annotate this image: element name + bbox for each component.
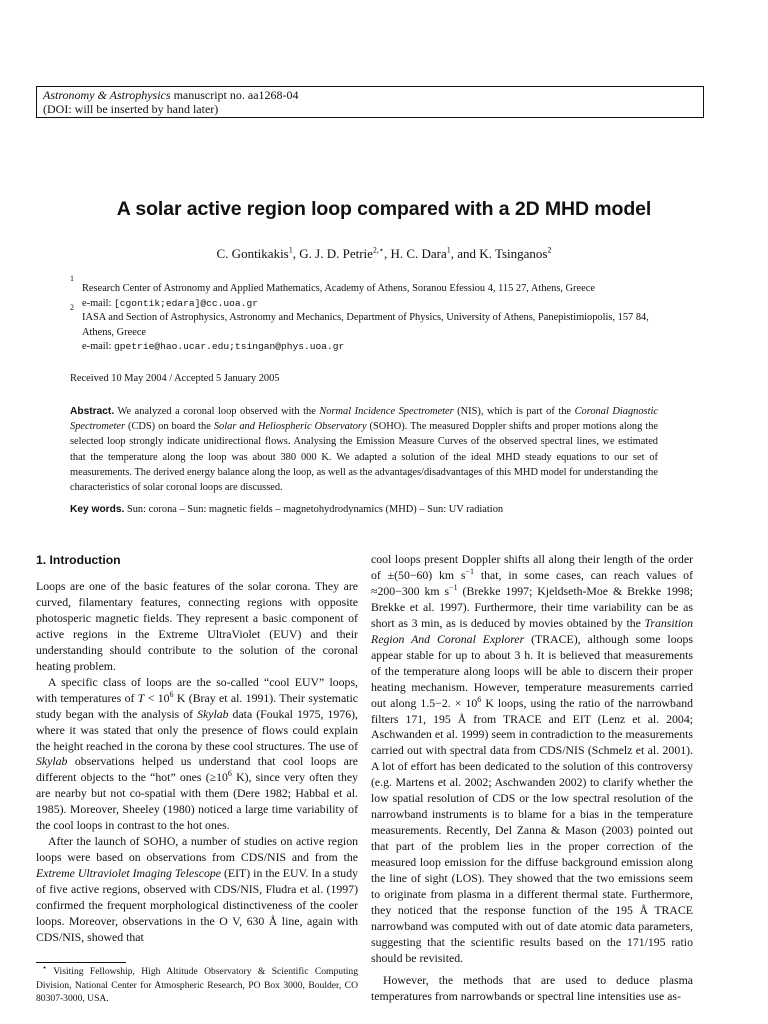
author-list <box>0 246 768 262</box>
email-address[interactable]: gpetrie@hao.ucar.edu;tsingan@phys.uoa.gr <box>114 341 345 353</box>
email-label: e-mail: <box>82 341 115 353</box>
footnote-mark: ⋆ <box>42 962 48 972</box>
journal-name: Astronomy & Astrophysics <box>43 88 171 102</box>
email-label: e-mail: <box>82 297 115 309</box>
abstract-italic: Normal Incidence Spectrometer <box>319 406 454 417</box>
keywords <box>70 504 658 515</box>
keywords-heading: Key words. <box>70 504 125 515</box>
abstract-heading: Abstract. <box>70 406 115 417</box>
manuscript-number: manuscript no. aa1268-04 <box>170 88 299 102</box>
paragraph: After the launch of SOHO, a number of studies on active region loops were based on observations from CDS/NIS and from the Extreme Ultraviolet Imaging Telescope (EIT) in the EUV. In a study of five active regions, observed with CDS/NIS, Fludra et al. (1997) confirmed the frequent morphological distinctiveness of the cooler loops. Moreover, observations in the O V, 630 Å line, again with CDS/NIS, showed that <box>36 834 358 944</box>
paragraph: A specific class of loops are the so-called “cool EUV” loops, with temperatures of $T < 10^6$ K (Bray et al. 1991). Their systematic study began with the analysis of Skylab data (Foukal 1975, 1976), where it was stated that only the presence of flows could explain the height reached in the corona by these cool structures. The use of Skylab observations helped us understand that cool loops are different objects to the “hot” ones ($\ge 10^6$ K), since very often they are nearby but not co-spatial with them (Dere 1982; Habbal et al. 1985). Moreover, Sheeley (1980) noticed a large time variability of the cool loops in contrast to the hot ones. <box>36 674 358 833</box>
abstract-italic: Coronal Diagnostic Spectrometer <box>70 406 658 433</box>
footnote-text: Visiting Fellowship, High Altitude Observatory & Scientific Computing Division, National Center for Atmospheric Research, PO Box 3000, Boulder, CO 80307-3000, USA. <box>36 966 358 1005</box>
paragraph: However, the methods that are used to deduce plasma temperatures from narrowbands or spectral line intensities use as- <box>371 972 693 1003</box>
footnote-rule <box>36 962 126 963</box>
left-column <box>36 552 358 946</box>
abstract <box>70 404 658 495</box>
author-name: , G. J. D. Petrie <box>292 246 373 261</box>
section-heading: 1. Introduction <box>36 553 121 567</box>
author-affil-mark: 2 <box>547 245 552 255</box>
abstract-text: We analyzed a coronal loop observed with the <box>114 406 320 417</box>
received-date: Received 10 May 2004 / Accepted 5 January 2005 <box>70 373 280 384</box>
paper-title: A solar active region loop compared with a 2D MHD model <box>116 198 652 220</box>
author-affil-mark: 2,⋆ <box>372 245 384 255</box>
author-name: , H. C. Dara <box>383 246 447 261</box>
author-affil-mark: 1 <box>446 245 451 255</box>
author-name: , and K. Tsinganos <box>450 246 548 261</box>
email-address[interactable]: [cgontik;edara]@cc.uoa.gr <box>114 297 258 309</box>
paragraph: Loops are one of the basic features of the solar corona. They are curved, filamentary features, connecting regions with opposite photosperic magnetic fields. They represent a basic component of active regions in the Extreme UltraViolet (EUV) and their understanding should contribute to the solution of the coronal heating problem. <box>36 579 358 673</box>
doi-line: (DOI: will be inserted by hand later) <box>43 102 219 116</box>
abstract-text: (SOHO). The measured Doppler shifts and proper motions along the selected loop strongly indicate unidirectional flows. Analysing the Emission Measure Curves of the observed spectral lines, we estimated that the temperature along the loop was about 380 000 K. We adapted a solution of the ideal MHD steady equations to our set of measurements. The derived energy balance along the loop, as well as the advantages/disadvantages of this MHD model for understanding the characteristics of solar coronal loops are discussed. <box>70 421 659 494</box>
paragraph: cool loops present Doppler shifts all along their length of the order of ±(50−60) km $s^{-1}$ that, in some cases, can reach values of ≈200−300 km $s^{-1}$ (Brekke 1997; Kjeldseth-Moe & Brekke 1998; Brekke et al. 1997). Furthermore, their time variability can be as short as 3 min, as is deduced by movies obtained by the Transition Region And Coronal Explorer (TRACE), although some loops appear stable for up to about 3 h. It is believed that measurements of the temperature along loops will be able to discern their proper heating mechanism. However, temperature measurements carried out along 1.5−2. × $10^6$ K loops, using the ratio of the narrowband filters 171, 195 Å from TRACE and EIT (Lenz et al. 2004; Aschwanden et al. 1999) seem in contradiction to the measurements carried out with spectral data from CDS/NIS (Schmelz et al. 2001). A lot of effort has been dedicated to the solution of this controversy (e.g. Martens et al. 2002; Aschwanden 2002) to clarify whether the low spatial resolution of CDS or the low spectral resolution of the narrowband instruments is to blame for a bias in the temperature measurements. Recently, Del Zanna & Mason (2003) pointed out that part of the problem lies in the proper correction of the measured loop emission for the diffuse background emission along the line of sight (LOS). They showed that the two emissions seem to originate from plasma in a different thermal state. Furthermore, they noticed that the response function of the 195 Å TRACE narrowband was computed with out of date atomic data parameters, suggesting that the scientific results based on the 171/195 ratio should be revisited. <box>371 552 693 965</box>
footnote <box>36 962 358 1006</box>
author-affil-mark: 1 <box>288 245 293 255</box>
abstract-italic: Solar and Heliospheric Observatory <box>213 421 367 433</box>
affiliation-2: 2 IASA and Section of Astrophysics, Astronomy and Mechanics, Department of Physics, University of Athens, Panepistimiopolis, 157 84, Athens, Greece e-mail: gpetrie@hao.ucar.edu;tsingan@phys.uoa.gr <box>70 303 649 353</box>
manuscript-line <box>43 88 697 102</box>
author-name: C. Gontikakis <box>216 246 289 261</box>
right-column <box>371 552 693 1005</box>
affiliation-text: IASA and Section of Astrophysics, Astronomy and Mechanics, Department of Physics, University of Athens, Panepistimiopolis, 157 84, Athens, Greece <box>82 312 649 338</box>
abstract-text: (CDS) on board the <box>125 421 214 433</box>
keywords-text: Sun: corona – Sun: magnetic fields – magnetohydrodynamics (MHD) – Sun: UV radiation <box>124 504 504 515</box>
manuscript-header-box <box>36 86 704 118</box>
affiliations <box>70 274 660 355</box>
abstract-text: (NIS), which is part of the <box>453 406 575 417</box>
affiliation-text: Research Center of Astronomy and Applied Mathematics, Academy of Athens, Soranou Efessiou 4, 115 27, Athens, Greece <box>82 283 595 294</box>
affiliation-1: 1 Research Center of Astronomy and Applied Mathematics, Academy of Athens, Soranou Efessiou 4, 115 27, Athens, Greece e-mail: [cgontik;edara]@cc.uoa.gr <box>70 274 595 309</box>
